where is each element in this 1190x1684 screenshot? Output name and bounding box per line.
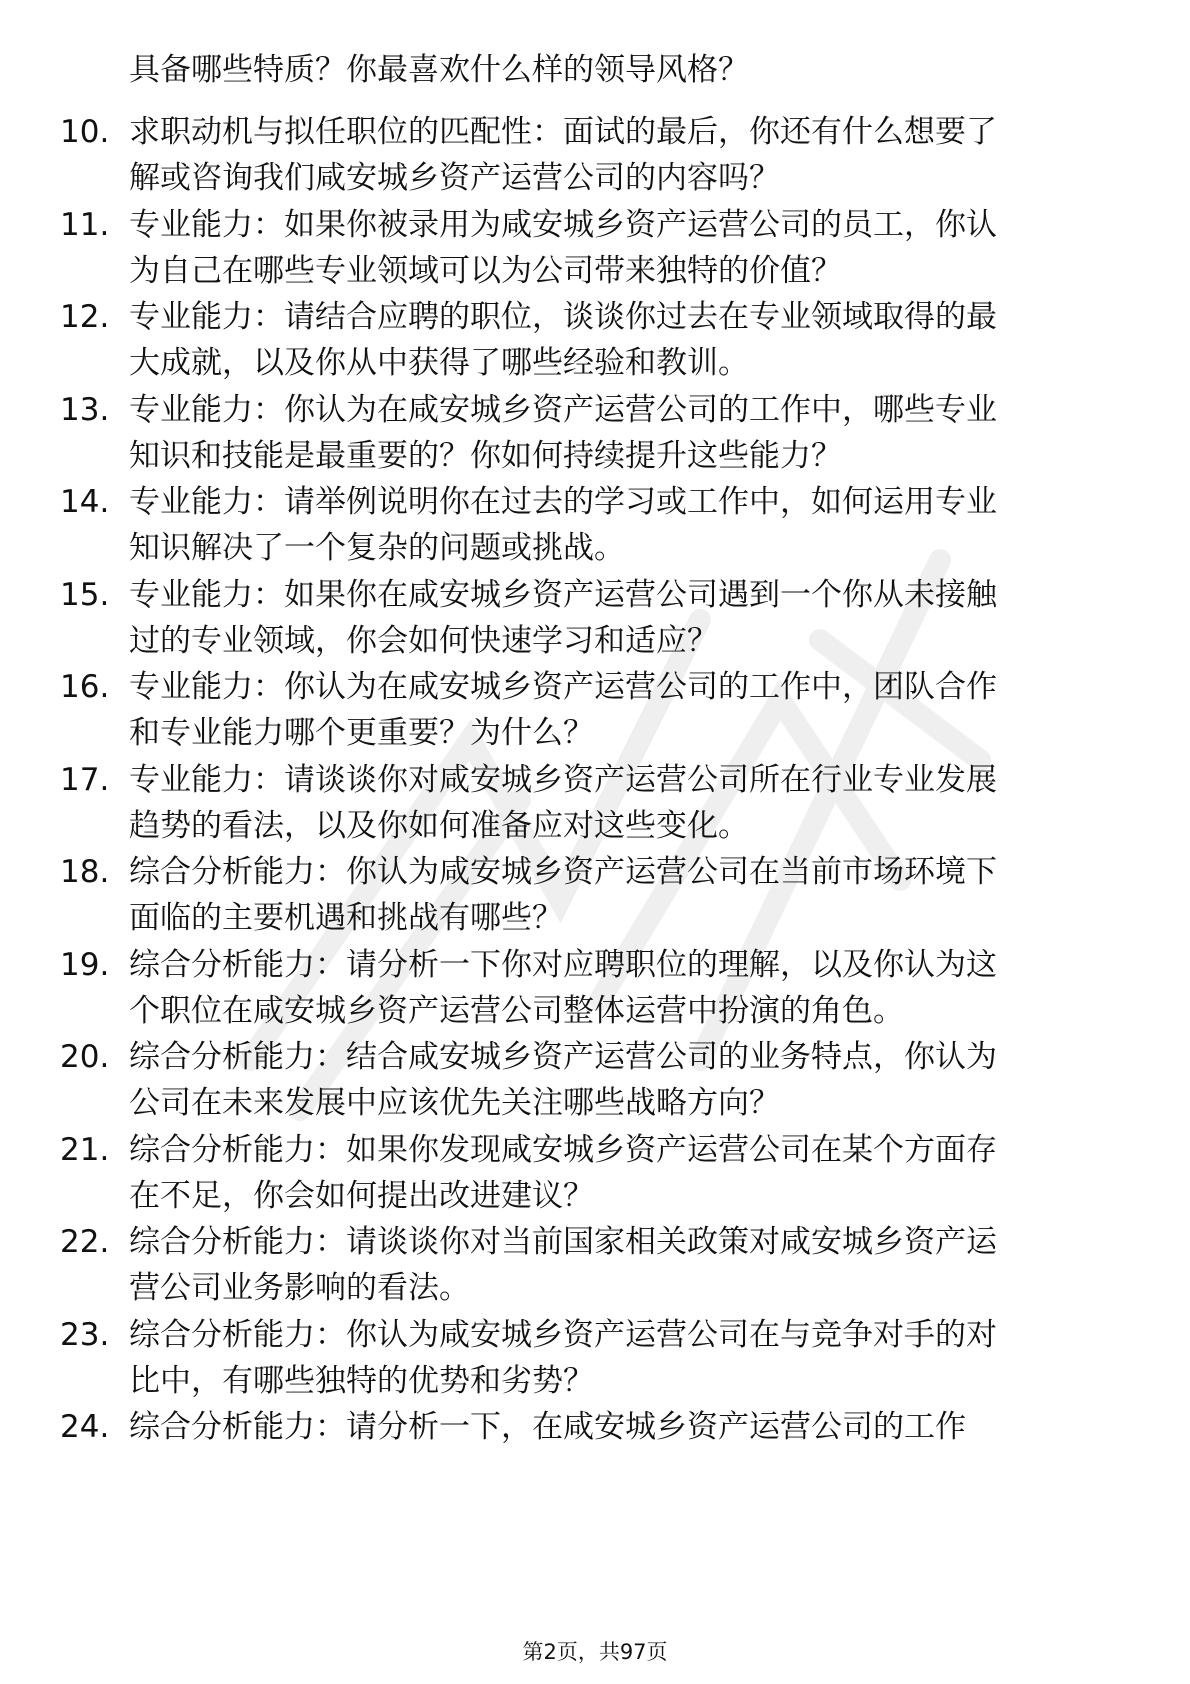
question-number: 13. <box>60 391 110 428</box>
question-item <box>0 1220 1190 1312</box>
question-text-line-1: 综合分析能力：请分析一下你对应聘职位的理解，以及你认为这 <box>129 946 997 983</box>
question-text-line-2: 知识和技能是最重要的？你如何持续提升这些能力？ <box>129 437 842 474</box>
question-number: 22. <box>60 1224 110 1260</box>
question-text-line-1: 综合分析能力：请谈谈你对当前国家相关政策对咸安城乡资产运 <box>129 1224 997 1260</box>
question-item <box>0 1313 1190 1405</box>
question-item <box>0 388 1190 480</box>
question-text-line-2: 为自己在哪些专业领域可以为公司带来独特的价值？ <box>129 252 842 289</box>
question-text-line-2: 和专业能力哪个更重要？为什么？ <box>129 715 594 751</box>
question-number: 23. <box>60 1316 110 1353</box>
question-text-line-1: 专业能力：请谈谈你对咸安城乡资产运营公司所在行业专业发展 <box>129 761 997 798</box>
question-item <box>0 203 1190 295</box>
question-text-line-2: 比中，有哪些独特的优势和劣势？ <box>129 1362 594 1399</box>
continuation-line: 具备哪些特质？你最喜欢什么样的领导风格？ <box>129 52 749 88</box>
question-text-line-1: 专业能力：请举例说明你在过去的学习或工作中，如何运用专业 <box>129 484 997 520</box>
question-item <box>0 850 1190 942</box>
question-text-line-1: 专业能力：你认为在咸安城乡资产运营公司的工作中，哪些专业 <box>129 391 997 428</box>
question-number: 20. <box>60 1039 110 1075</box>
question-text-line-2: 个职位在咸安城乡资产运营公司整体运营中扮演的角色。 <box>129 992 904 1029</box>
question-number: 21. <box>60 1131 110 1168</box>
question-text-line-2: 过的专业领域，你会如何快速学习和适应？ <box>129 622 718 659</box>
question-number: 10. <box>60 114 110 150</box>
question-item <box>0 943 1190 1035</box>
question-number: 11. <box>60 206 110 243</box>
question-number: 15. <box>60 576 110 613</box>
question-item <box>0 1405 1190 1497</box>
question-item <box>0 1035 1190 1127</box>
question-number: 12. <box>60 299 110 335</box>
question-text-line-1: 综合分析能力：如果你发现咸安城乡资产运营公司在某个方面存 <box>129 1131 997 1168</box>
question-text-line-2: 营公司业务影响的看法。 <box>129 1270 470 1306</box>
question-text-line-2: 面临的主要机遇和挑战有哪些？ <box>129 900 563 936</box>
question-number: 17. <box>60 761 110 798</box>
question-text-line-1: 专业能力：如果你被录用为咸安城乡资产运营公司的员工，你认 <box>129 206 997 243</box>
question-item <box>0 665 1190 757</box>
question-text-line-2: 趋势的看法，以及你如何准备应对这些变化。 <box>129 807 749 844</box>
question-number: 19. <box>60 946 110 983</box>
page-footer: 第2页，共97页 <box>522 1640 668 1664</box>
question-text-line-1: 求职动机与拟任职位的匹配性：面试的最后，你还有什么想要了 <box>129 114 997 150</box>
question-item <box>0 758 1190 850</box>
question-number: 16. <box>60 669 110 705</box>
question-text-line-2: 解或咨询我们咸安城乡资产运营公司的内容吗？ <box>129 160 780 196</box>
question-text-line-1: 综合分析能力：请分析一下，在咸安城乡资产运营公司的工作 <box>129 1409 966 1445</box>
question-number: 18. <box>60 854 110 890</box>
question-text-line-2: 在不足，你会如何提出改进建议？ <box>129 1177 594 1214</box>
question-text-line-1: 专业能力：你认为在咸安城乡资产运营公司的工作中，团队合作 <box>129 669 997 705</box>
question-item <box>0 480 1190 572</box>
question-text-line-1: 专业能力：请结合应聘的职位，谈谈你过去在专业领域取得的最 <box>129 299 997 335</box>
question-text-line-2: 知识解决了一个复杂的问题或挑战。 <box>129 530 625 566</box>
question-text-line-1: 综合分析能力：你认为咸安城乡资产运营公司在与竞争对手的对 <box>129 1316 997 1353</box>
question-text-line-1: 综合分析能力：结合咸安城乡资产运营公司的业务特点，你认为 <box>129 1039 997 1075</box>
question-text-line-1: 综合分析能力：你认为咸安城乡资产运营公司在当前市场环境下 <box>129 854 997 890</box>
question-item <box>0 1128 1190 1220</box>
question-item <box>0 295 1190 387</box>
question-item <box>0 110 1190 202</box>
question-text-line-2: 公司在未来发展中应该优先关注哪些战略方向？ <box>129 1085 780 1121</box>
question-number: 14. <box>60 484 110 520</box>
question-text-line-2: 大成就，以及你从中获得了哪些经验和教训。 <box>129 345 749 381</box>
question-text-line-1: 专业能力：如果你在咸安城乡资产运营公司遇到一个你从未接触 <box>129 576 997 613</box>
question-number: 24. <box>60 1409 110 1445</box>
question-item <box>0 573 1190 665</box>
